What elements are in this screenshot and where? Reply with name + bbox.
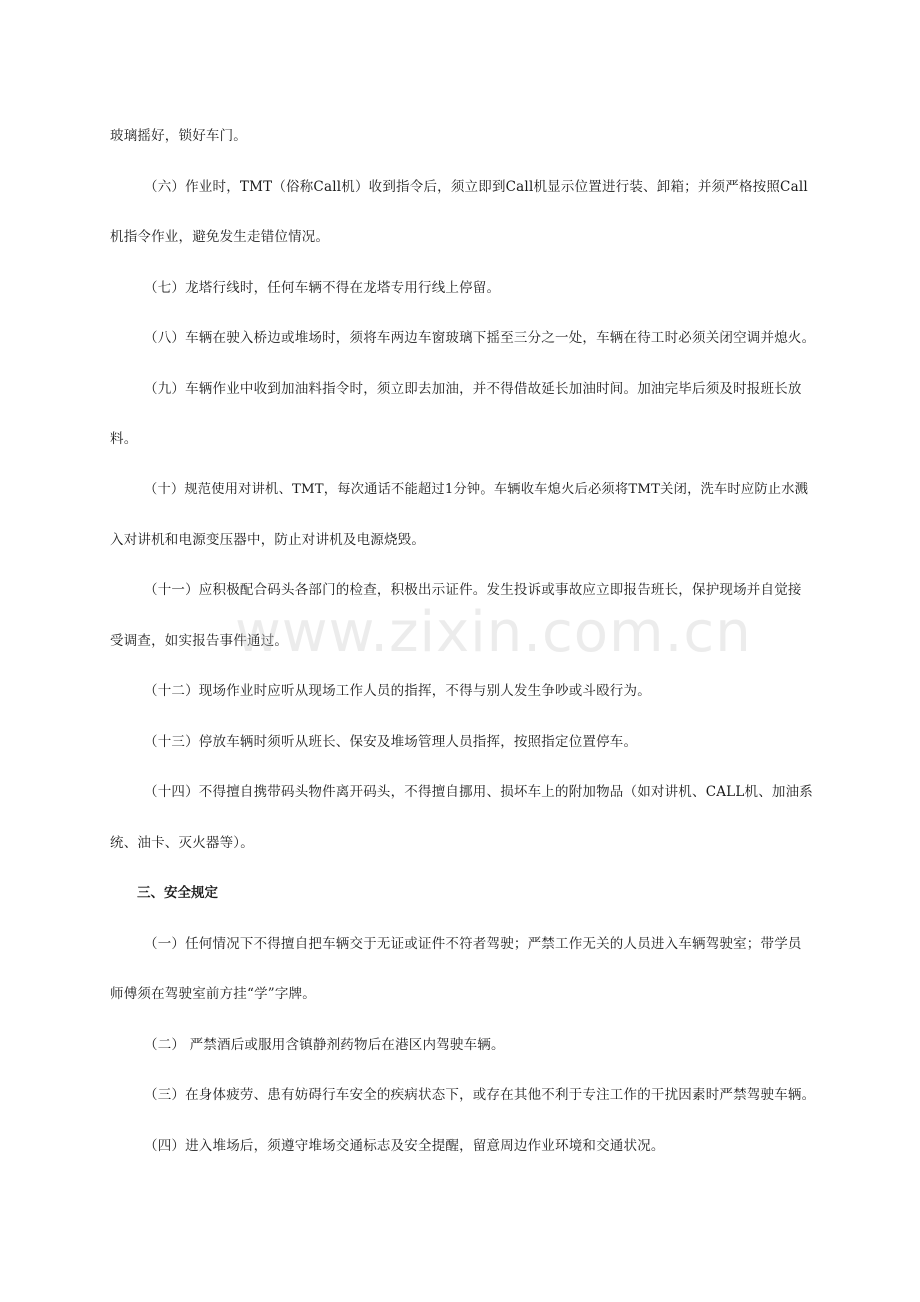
paragraph-line: （十二）现场作业时应听从现场工作人员的指挥，不得与别人发生争吵或斗殴行为。: [144, 683, 651, 699]
paragraph-line: （十一）应积极配合码头各部门的检查，积极出示证件。发生投诉或事故应立即报告班长，保护现场并自觉接: [144, 582, 802, 598]
paragraph-line: 受调查，如实报告事件通过。: [110, 633, 289, 649]
paragraph-line: （九）车辆作业中收到加油料指令时，须立即去加油，并不得借故延长加油时间。加油完毕后须及时报班长放: [144, 381, 802, 397]
watermark: www.zixin.com.cn: [235, 600, 752, 665]
paragraph-line: 师傅须在驾驶室前方挂“学”字牌。: [110, 986, 317, 1002]
section-heading: 三、安全规定: [137, 885, 218, 901]
paragraph-line: （一）任何情况下不得擅自把车辆交于无证或证件不符者驾驶；严禁工作无关的人员进入车辆驾驶室；带学员: [144, 936, 802, 952]
paragraph-line: （三）在身体疲劳、患有妨碍行车安全的疾病状态下，或存在其他不利于专注工作的干扰因素时严禁驾驶车辆。: [144, 1087, 816, 1103]
paragraph-line: 料。: [110, 431, 138, 447]
paragraph-line: （二） 严禁酒后或服用含镇静剂药物后在港区内驾驶车辆。: [144, 1037, 505, 1053]
paragraph-line: （十四）不得擅自携带码头物件离开码头，不得擅自挪用、损坏车上的附加物品（如对讲机、CALL机、加油系: [144, 784, 814, 800]
paragraph-line: （十）规范使用对讲机、TMT，每次通话不能超过1分钟。车辆收车熄火后必须将TMT关闭，洗车时应防止水溅: [144, 482, 809, 497]
paragraph-line: （十三）停放车辆时须听从班长、保安及堆场管理人员指挥，按照指定位置停车。: [144, 734, 638, 750]
paragraph-line: 机指令作业，避免发生走错位情况。: [110, 229, 330, 245]
paragraph-line: （七）龙塔行线时，任何车辆不得在龙塔专用行线上停留。: [144, 280, 501, 296]
paragraph-line: 入对讲机和电源变压器中，防止对讲机及电源烧毁。: [110, 532, 426, 548]
paragraph-line: 统、油卡、灭火器等）。: [110, 835, 254, 851]
paragraph-line: （八）车辆在驶入桥边或堆场时，须将车两边车窗玻璃下摇至三分之一处，车辆在待工时必须关闭空调并熄火。: [144, 330, 816, 346]
paragraph-line: （六）作业时，TMT（俗称Call机）收到指令后，须立即到Call机显示位置进行装、卸箱；并须严格按照Call: [144, 179, 808, 195]
paragraph-line: （四）进入堆场后，须遵守堆场交通标志及安全提醒，留意周边作业环境和交通状况。: [144, 1138, 665, 1154]
paragraph-line: 玻璃摇好，锁好车门。: [110, 128, 247, 144]
